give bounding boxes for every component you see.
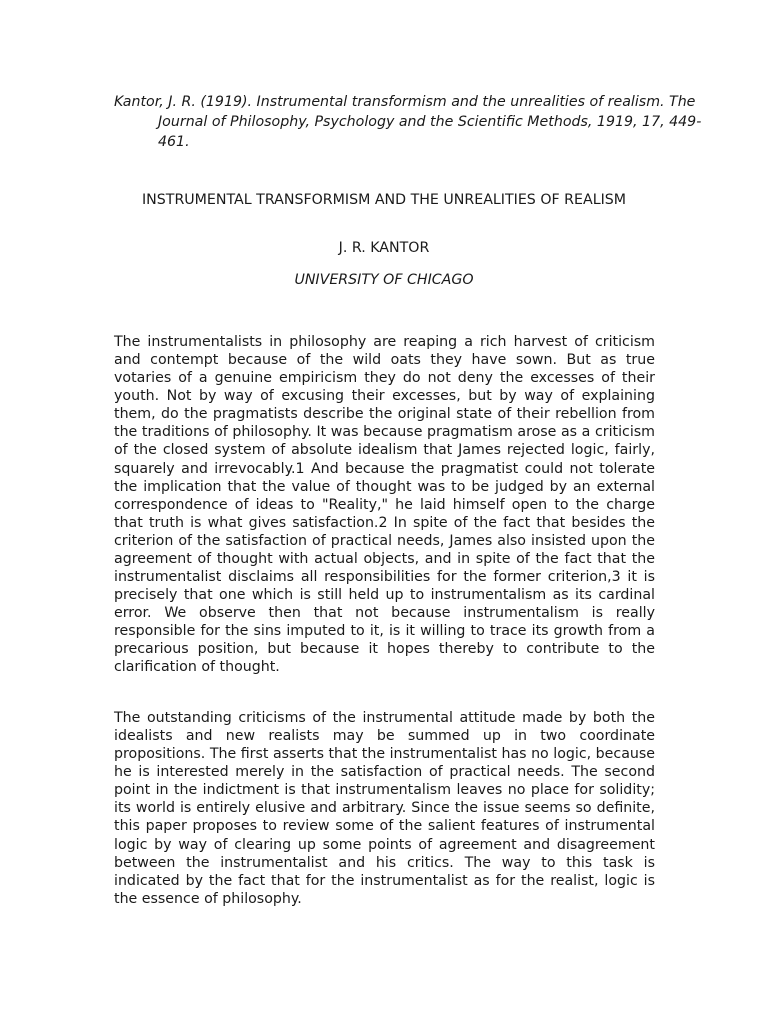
affiliation: UNIVERSITY OF CHICAGO xyxy=(294,272,474,288)
article-title: INSTRUMENTAL TRANSFORMISM AND THE UNREALITIES OF REALISM xyxy=(141,192,627,208)
citation: Kantor, J. R. (1919). Instrumental transformism and the unrealities of realism. The Journal of Philosophy, Psychology and the Scientific Methods, 1919, 17, 449-461. xyxy=(114,94,702,150)
author: J. R. KANTOR xyxy=(338,240,430,256)
body-paragraph: The instrumentalists in philosophy are reaping a rich harvest of criticism and contempt because of the wild oats they have sown. But as true votaries of a genuine empiricism they do not deny the excesses of their youth. Not by way of excusing their excesses, but by way of explaining them, do the pragmatists describe the original state of their rebellion from the traditions of philosophy. It was because pragmatism arose as a criticism of the closed system of absolute idealism that James rejected logic, fairly, squarely and irrevocably.1 And because the pragmatist could not tolerate the implication that the value of thought was to be judged by an external correspondence of ideas to "Reality," he laid himself open to the charge that truth is what gives satisfaction.2 In spite of the fact that besides the criterion of the satisfaction of practical needs, James also insisted upon the agreement of thought with actual objects, and in spite of the fact that the instrumentalist disclaims all responsibilities for the former criterion,3 it is precisely that one which is still held up to instrumentalism as its cardinal error. We observe then that not because instrumentalism is really responsible for the sins imputed to it, is it willing to trace its growth from a precarious position, but because it hopes thereby to contribute to the clarification of thought. xyxy=(114,334,655,676)
body-paragraph: The outstanding criticisms of the instrumental attitude made by both the idealists and new realists may be summed up in two coordinate propositions. The first asserts that the instrumentalist has no logic, because he is interested merely in the satisfaction of practical needs. The second point in the indictment is that instrumentalism leaves no place for solidity; its world is entirely elusive and arbitrary. Since the issue seems so definite, this paper proposes to review some of the salient features of instrumental logic by way of clearing up some points of agreement and disagreement between the instrumentalist and his critics. The way to this task is indicated by the fact that for the instrumentalist as for the realist, logic is the essence of philosophy. xyxy=(114,710,655,907)
